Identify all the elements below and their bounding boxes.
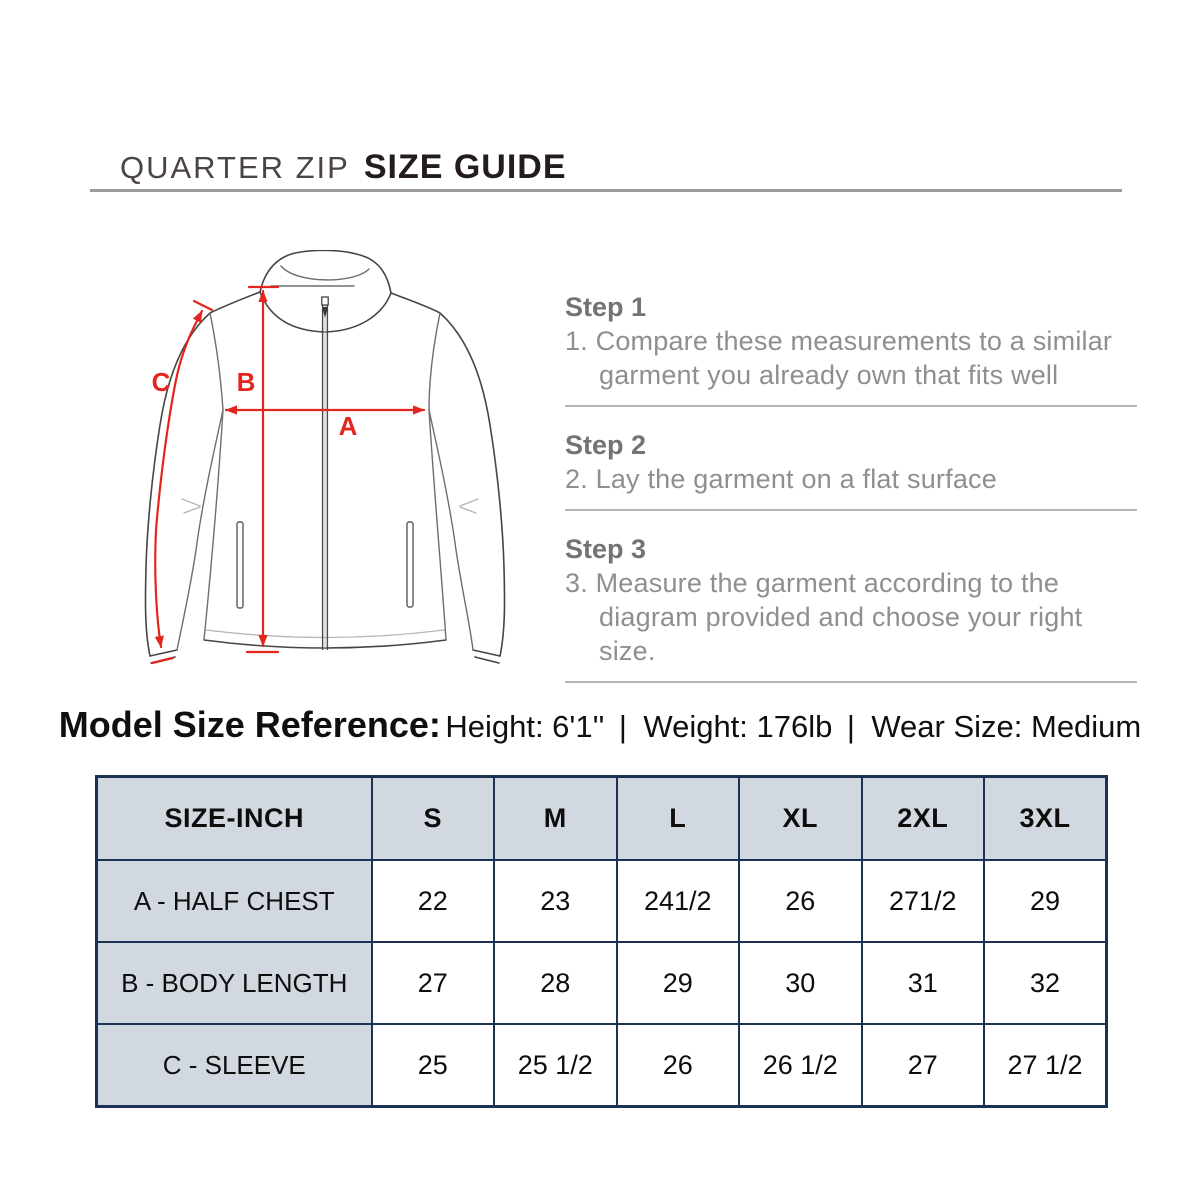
left-shoulder-seam <box>210 292 260 313</box>
size-table-value-cell: 28 <box>494 942 617 1024</box>
sleeve-top-tick <box>194 301 212 310</box>
label-c: C <box>151 367 171 397</box>
size-table-header-cell: M <box>494 777 617 861</box>
step-2-line-1: 2. Lay the garment on a flat surface <box>565 464 997 494</box>
size-table-value-cell: 27 1/2 <box>984 1024 1107 1107</box>
label-b: B <box>236 367 256 397</box>
jacket-measurement-diagram <box>120 250 540 680</box>
size-table-header-cell: XL <box>739 777 862 861</box>
step-1 <box>565 290 1137 407</box>
left-sleeve-inner <box>177 410 223 650</box>
size-table-value-cell: 26 1/2 <box>739 1024 862 1107</box>
collar-inner-edge <box>281 266 369 280</box>
size-table-value-cell: 25 <box>372 1024 495 1107</box>
step-1-line-1: 1. Compare these measurements to a similar <box>565 326 1113 356</box>
zipper-slider <box>322 297 328 305</box>
size-table-header-row <box>97 777 1107 861</box>
size-table-value-cell: 26 <box>739 860 862 942</box>
model-wear-size: Wear Size: Medium <box>871 709 1142 744</box>
size-table <box>95 775 1108 1108</box>
size-table-head <box>97 777 1107 861</box>
size-table-value-cell: 271/2 <box>862 860 985 942</box>
page-title-main: SIZE GUIDE <box>363 148 567 186</box>
size-table-value-cell: 241/2 <box>617 860 740 942</box>
step-3-line-2: diagram provided and choose your right size. <box>599 602 1083 666</box>
step-2 <box>565 428 1137 511</box>
size-table-value-cell: 26 <box>617 1024 740 1107</box>
size-table-value-cell: 32 <box>984 942 1107 1024</box>
size-table-value-cell: 22 <box>372 860 495 942</box>
right-cuff <box>473 650 500 663</box>
size-table-header-cell: 3XL <box>984 777 1107 861</box>
size-table-value-cell: 25 1/2 <box>494 1024 617 1107</box>
step-2-heading: Step 2 <box>565 430 647 460</box>
separator-pipe: | <box>846 709 855 744</box>
step-3-heading: Step 3 <box>565 534 647 564</box>
sleeve-bottom-tick <box>152 658 173 663</box>
size-table-header-cell: L <box>617 777 740 861</box>
size-table-unit-header-cell: SIZE-INCH <box>97 777 372 861</box>
size-table-header-cell: S <box>372 777 495 861</box>
page-title <box>120 148 567 187</box>
title-underline <box>90 189 1122 192</box>
size-table-value-cell: 27 <box>372 942 495 1024</box>
left-elbow-wrinkles <box>182 499 200 513</box>
right-shoulder-seam <box>391 293 440 313</box>
page-title-prefix: QUARTER ZIP <box>120 150 350 185</box>
zipper <box>322 297 328 650</box>
size-table-row-label: A - HALF CHEST <box>97 860 372 942</box>
size-table-row-label: B - BODY LENGTH <box>97 942 372 1024</box>
model-weight: Weight: 176lb <box>643 709 833 744</box>
separator-pipe: | <box>618 709 627 744</box>
step-1-line-2: garment you already own that fits well <box>599 360 1059 390</box>
jacket-detail-lines <box>182 499 478 638</box>
right-sleeve-inner <box>429 410 473 650</box>
size-table-row-label: C - SLEEVE <box>97 1024 372 1107</box>
right-sleeve-outer <box>440 313 505 656</box>
size-table-body <box>97 860 1107 1107</box>
left-pocket-slit <box>237 522 243 608</box>
size-table-row <box>97 942 1107 1024</box>
size-table-row <box>97 860 1107 942</box>
size-table-value-cell: 29 <box>617 942 740 1024</box>
step-3-line-1: 3. Measure the garment according to the <box>565 568 1060 598</box>
size-table-header-cell: 2XL <box>862 777 985 861</box>
measurement-arrows <box>152 287 424 663</box>
size-table-value-cell: 30 <box>739 942 862 1024</box>
model-size-reference <box>0 704 1200 746</box>
model-height: Height: 6'1'' <box>445 709 605 744</box>
left-body-edge <box>204 313 223 640</box>
size-table-value-cell: 23 <box>494 860 617 942</box>
step-3 <box>565 532 1137 683</box>
right-pocket-slit <box>407 522 413 607</box>
size-table-value-cell: 31 <box>862 942 985 1024</box>
right-elbow-wrinkles <box>460 499 478 513</box>
size-table-row <box>97 1024 1107 1107</box>
size-table-value-cell: 27 <box>862 1024 985 1107</box>
left-sleeve-outer <box>145 313 210 656</box>
sleeve-arrow <box>155 311 202 647</box>
step-1-heading: Step 1 <box>565 292 647 322</box>
label-a: A <box>338 411 358 441</box>
instruction-steps <box>565 290 1137 683</box>
model-size-reference-label: Model Size Reference: <box>58 704 441 745</box>
size-table-value-cell: 29 <box>984 860 1107 942</box>
